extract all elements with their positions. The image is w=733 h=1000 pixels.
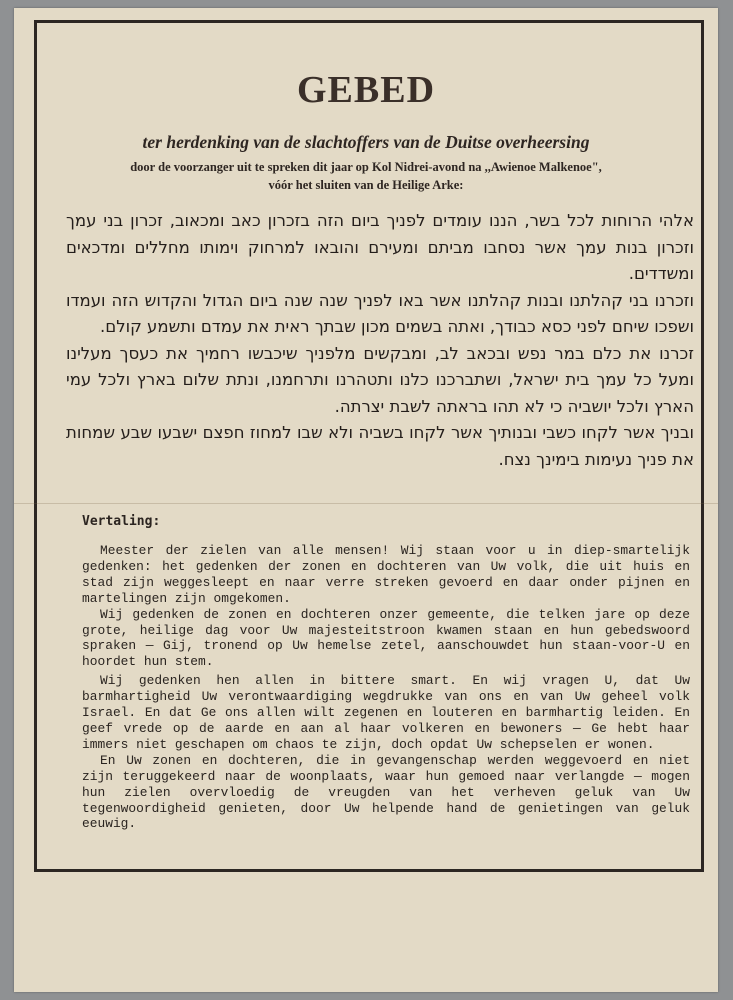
hebrew-paragraph: וזכרנו בני קהלתנו ובנות קהלתנו אשר באו לפניך שנה שנה ביום הגדול והקדוש הזה ועמדו ושפכו שיחם לפני כסא כבודך, ואתה בשמים מכון שבתך ראית את עמדם ותשמע קולם.: [66, 290, 694, 336]
hebrew-paragraph: אלהי הרוחות לכל בשר, הננו עומדים לפניך ביום הזה בזכרון כאב ומכאוב, זכרון בני עמך וזכרון בנות עמך אשר נסחבו מביתם ומעירם והובאו למרחוק וימותו מחללים ומדכאים ומשדדים.: [66, 211, 694, 283]
paper-sheet: [14, 8, 718, 992]
hebrew-paragraph: ובניך אשר לקחו כשבי ובנותיך אשר לקחו בשביה ולא שבו למחוז חפצם ישבעו שבע שמחות את פניך נעימות בימינך נצח.: [66, 423, 694, 469]
instruction-line-2: vóór het sluiten van de Heilige Arke:: [268, 178, 464, 192]
dutch-paragraph: En Uw zonen en dochteren, die in gevangenschap werden weggevoerd en niet zijn teruggekeerd naar de woonplaats, waar hun gemoed naar verlangde — mogen hun zielen overvloedig de vreugden van het verheven geluk van Uw tegenwoordigheid genieten, door Uw helpende hand de genietingen van geluk eeuwig.: [82, 752, 690, 832]
dutch-paragraph: Wij gedenken hen allen in bittere smart. En wij vragen U, dat Uw barmhartigheid Uw verontwaardiging wegdrukke van ons en van Uw geheel volk Israel. En dat Ge ons allen wilt zegenen en louteren en barmhartig leiden. En geef vrede op de aarde en aan al haar volkeren en bewoners — Ge hebt haar immers niet geschapen om chaos te zijn, doch opdat Uw schepselen er wonen.: [82, 673, 690, 752]
instruction-text: [14, 158, 718, 194]
hebrew-prayer-text: [66, 208, 694, 473]
dutch-paragraph: Meester der zielen van alle mensen! Wij staan voor u in diep-smartelijk gedenken: het gedenken der zonen en dochteren van Uw volk, die uit huis en stad zijn weggesleept en naar verre streken gevoerd en daar onder pijnen en martelingen zijn omgekomen.: [82, 543, 690, 606]
translation-label: Vertaling:: [82, 514, 161, 529]
dutch-translation-text: [82, 543, 690, 835]
instruction-line-1: door de voorzanger uit te spreken dit jaar op Kol Nidrei-avond na ,,Awienoe Malkenoe",: [130, 160, 602, 174]
hebrew-paragraph: זכרנו את כלם במר נפש ובכאב לב, ומבקשים מלפניך שיכבשו רחמיך את כעסך מעלינו ומעל כל עמך בית ישראל, ושתברכנו כלנו ותטהרנו ותרחמנו, ונתת שלום בארץ ולכל עמי הארץ ולכל יושביה כי לא תהו בראתה לשבת יצרתה.: [66, 343, 694, 416]
document-title: GEBED: [296, 69, 436, 111]
document-subtitle: ter herdenking van de slachtoffers van de Duitse overheersing: [142, 132, 590, 152]
dutch-paragraph: Wij gedenken de zonen en dochteren onzer gemeente, die telken jare op deze grote, heilige dag voor Uw majesteitstroon kwamen staan en hun gebedswoord spraken — Gij, tronend op Uw hemelse zetel, aanschouwdet hun staan-voor-U en hoordet hun stem.: [82, 606, 690, 670]
